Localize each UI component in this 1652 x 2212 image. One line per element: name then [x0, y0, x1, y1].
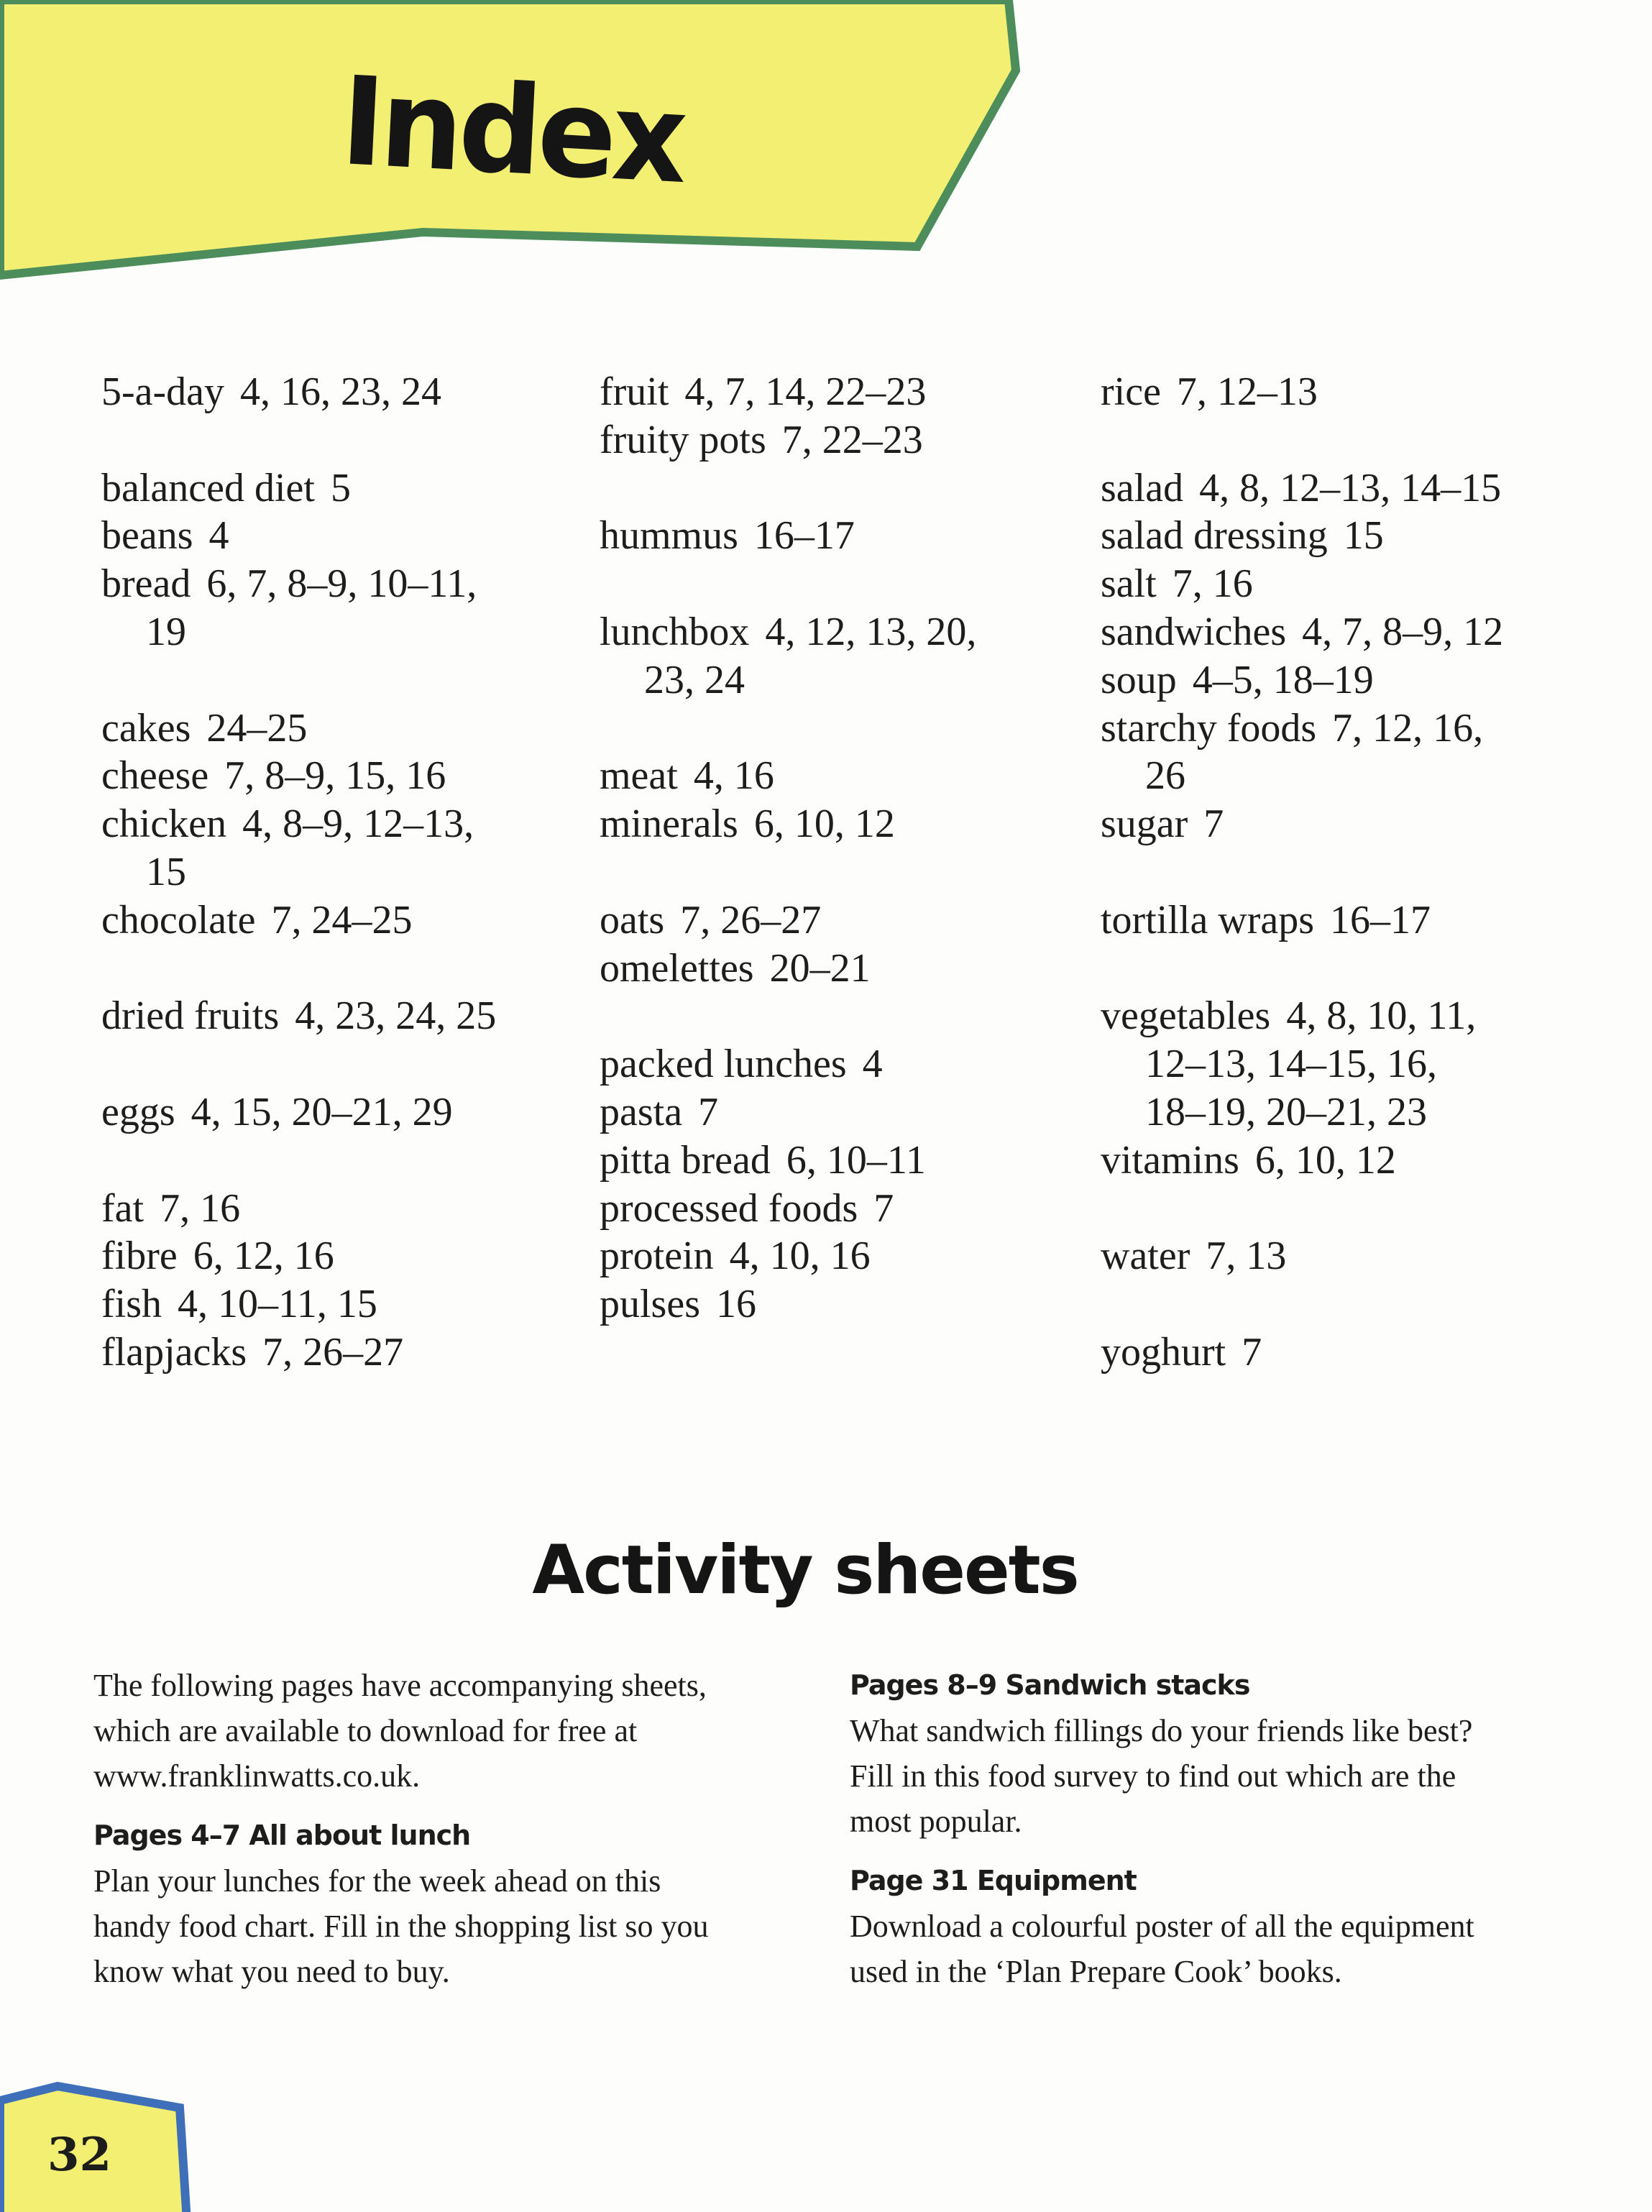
index-entry	[1101, 800, 1503, 848]
index-pages: 7, 22–23	[781, 417, 923, 462]
index-pages: 4, 10–11, 15	[178, 1282, 377, 1327]
index-entry	[1101, 656, 1503, 705]
index-entry	[1101, 992, 1503, 1040]
activity-right-column	[850, 1663, 1612, 1994]
index-entry	[1101, 705, 1503, 753]
index-pages: 7, 13	[1206, 1234, 1287, 1279]
index-term: protein	[600, 1234, 714, 1279]
index-term: bread	[101, 561, 191, 607]
index-entry	[101, 1088, 496, 1137]
index-term: water	[1101, 1234, 1190, 1279]
index-term: hummus	[600, 513, 738, 559]
index-term: tortilla wraps	[1101, 897, 1315, 942]
index-pages: 24–25	[206, 705, 308, 751]
activity-text-line: www.franklinwatts.co.uk.	[93, 1758, 421, 1794]
activity-sheet-heading: Page 31 Equipment	[850, 1865, 1137, 1896]
index-pages: 7	[873, 1185, 894, 1231]
index-pages-continued: 12–13, 14–15, 16,	[1145, 1042, 1437, 1087]
index-term: salad	[1101, 465, 1184, 510]
index-group	[1101, 1232, 1503, 1280]
index-pages-continued: 18–19, 20–21, 23	[1145, 1089, 1427, 1134]
index-entry	[101, 512, 496, 560]
index-entry	[1101, 608, 1503, 656]
index-entry	[600, 896, 976, 945]
index-group	[600, 368, 976, 464]
index-entry	[600, 608, 976, 656]
index-pages: 4–5, 18–19	[1192, 657, 1374, 702]
index-term: eggs	[101, 1089, 175, 1134]
index-pages: 7	[698, 1089, 719, 1134]
index-pages: 16	[716, 1282, 756, 1327]
index-entry	[600, 368, 976, 416]
activity-text-line: which are available to download for free at	[93, 1713, 638, 1748]
activity-left-column	[93, 1663, 855, 1994]
index-pages: 7, 8–9, 15, 16	[224, 753, 446, 799]
index-group	[1101, 896, 1503, 945]
index-pages: 6, 12, 16	[193, 1234, 334, 1279]
index-entry	[1101, 368, 1503, 416]
index-entry	[600, 512, 976, 560]
activity-sheet-heading: Pages 4–7 All about lunch	[93, 1819, 471, 1851]
index-entry	[600, 1280, 976, 1328]
index-pages: 4, 7, 14, 22–23	[684, 370, 927, 414]
index-term: pitta bread	[600, 1137, 771, 1183]
index-term: meat	[600, 753, 678, 799]
index-term: dried fruits	[101, 993, 280, 1039]
index-pages-continued: 23, 24	[644, 657, 745, 702]
index-term: salad dressing	[1101, 513, 1328, 559]
index-term: balanced diet	[101, 465, 315, 510]
index-pages: 6, 10, 12	[753, 802, 895, 847]
activity-text-line: handy food chart. Fill in the shopping list so you	[93, 1909, 709, 1944]
index-entry	[600, 1040, 976, 1088]
index-term: fruit	[600, 370, 669, 414]
index-column-2	[600, 368, 976, 1377]
index-pages: 7	[1242, 1329, 1262, 1375]
index-entry	[101, 896, 496, 945]
index-term: beans	[101, 513, 193, 559]
index-column-1	[101, 368, 496, 1425]
index-term: fruity pots	[600, 417, 766, 462]
index-group	[101, 992, 496, 1040]
index-entry	[1101, 1232, 1503, 1280]
index-term: minerals	[600, 802, 738, 847]
index-term: processed foods	[600, 1185, 858, 1231]
index-entry	[600, 416, 976, 464]
index-entry	[1101, 512, 1503, 560]
index-pages: 4, 8, 10, 11,	[1286, 993, 1477, 1039]
index-entry	[600, 1185, 976, 1233]
index-entry	[101, 1328, 496, 1377]
index-entry	[600, 800, 976, 848]
index-pages: 4, 12, 13, 20,	[765, 609, 977, 654]
index-term: starchy foods	[1101, 705, 1317, 751]
index-pages: 16–17	[1330, 897, 1431, 942]
index-pages: 7	[1203, 802, 1224, 847]
index-group	[101, 705, 496, 945]
index-pages: 7, 16	[1172, 561, 1253, 607]
activity-sheets-heading: Activity sheets	[532, 1531, 1078, 1610]
index-entry	[1101, 1328, 1503, 1377]
index-entry	[101, 752, 496, 800]
index-term: cakes	[101, 705, 191, 751]
index-term: chicken	[101, 802, 227, 847]
index-entry	[101, 1280, 496, 1328]
index-group	[600, 752, 976, 848]
index-term: packed lunches	[600, 1042, 847, 1087]
index-group	[101, 464, 496, 656]
index-pages: 4, 7, 8–9, 12	[1302, 609, 1504, 654]
index-group	[600, 1040, 976, 1328]
index-pages: 4	[208, 513, 229, 559]
index-pages: 4, 8–9, 12–13,	[242, 802, 474, 847]
index-term: salt	[1101, 561, 1157, 607]
index-group	[600, 608, 976, 705]
index-term: pulses	[600, 1282, 700, 1327]
page-number: 32	[47, 2128, 112, 2182]
index-entry	[600, 945, 976, 993]
index-pages: 5	[330, 465, 351, 510]
index-pages: 7, 26–27	[262, 1329, 404, 1375]
index-pages: 4, 16	[693, 753, 774, 799]
activity-text-line: The following pages have accompanying sheets,	[93, 1668, 707, 1703]
index-term: vitamins	[1101, 1137, 1239, 1183]
index-pages: 20–21	[769, 945, 871, 991]
index-pages: 16–17	[753, 513, 855, 559]
index-term: vegetables	[1101, 993, 1271, 1039]
index-entry	[101, 560, 496, 608]
page-title: Index	[338, 50, 687, 211]
index-group	[600, 512, 976, 560]
index-term: sandwiches	[1101, 609, 1287, 654]
index-entry	[101, 1185, 496, 1233]
index-entry	[1101, 560, 1503, 608]
activity-text-line: know what you need to buy.	[93, 1954, 450, 1989]
index-group	[101, 1185, 496, 1377]
index-term: oats	[600, 897, 665, 942]
index-entry	[600, 752, 976, 800]
activity-text-line: Fill in this food survey to find out which are the	[850, 1758, 1456, 1794]
index-term: fish	[101, 1282, 162, 1327]
index-pages: 6, 10, 12	[1254, 1137, 1396, 1183]
index-group	[101, 1088, 496, 1137]
index-group	[1101, 1328, 1503, 1377]
index-term: rice	[1101, 370, 1161, 414]
index-pages: 7, 26–27	[680, 897, 822, 942]
index-term: 5-a-day	[101, 370, 225, 414]
index-term: fibre	[101, 1234, 178, 1279]
index-group	[1101, 368, 1503, 416]
index-pages: 4, 23, 24, 25	[295, 993, 497, 1039]
index-entry	[600, 1232, 976, 1280]
spacer	[93, 1799, 855, 1813]
index-pages: 7, 24–25	[271, 897, 413, 942]
index-group	[101, 368, 496, 416]
index-term: yoghurt	[1101, 1329, 1226, 1375]
index-pages-continued: 19	[146, 609, 186, 654]
index-entry	[101, 705, 496, 753]
index-entry	[101, 800, 496, 848]
index-term: chocolate	[101, 897, 256, 942]
index-entry	[1101, 1137, 1503, 1185]
index-pages-continued: 26	[1145, 753, 1185, 799]
index-pages: 4, 16, 23, 24	[240, 370, 442, 414]
index-group	[1101, 992, 1503, 1184]
index-entry	[101, 368, 496, 416]
index-pages: 4, 8, 12–13, 14–15	[1199, 465, 1502, 510]
index-term: cheese	[101, 753, 209, 799]
index-pages: 7, 16	[160, 1185, 241, 1231]
index-column-3	[1101, 368, 1503, 1425]
activity-sheet-heading: Pages 8–9 Sandwich stacks	[850, 1669, 1250, 1701]
index-entry	[1101, 464, 1503, 513]
index-pages: 4, 10, 16	[729, 1234, 871, 1279]
index-pages: 6, 7, 8–9, 10–11,	[206, 561, 477, 607]
index-pages: 4, 15, 20–21, 29	[191, 1089, 453, 1134]
index-entry	[600, 1137, 976, 1185]
index-term: fat	[101, 1185, 144, 1231]
activity-text-line: most popular.	[850, 1804, 1022, 1839]
index-term: sugar	[1101, 802, 1188, 847]
index-pages: 15	[1343, 513, 1384, 559]
activity-text-line: used in the ‘Plan Prepare Cook’ books.	[850, 1954, 1342, 1989]
index-pages: 7, 12–13	[1176, 370, 1318, 414]
index-term: flapjacks	[101, 1329, 247, 1375]
index-pages: 6, 10–11	[786, 1137, 926, 1183]
index-entry	[101, 1232, 496, 1280]
index-entry	[1101, 896, 1503, 945]
index-entry	[101, 464, 496, 513]
spacer	[850, 1844, 1612, 1858]
index-entry	[600, 1088, 976, 1137]
index-term: lunchbox	[600, 609, 750, 654]
index-pages: 7, 12, 16,	[1332, 705, 1484, 751]
activity-text-line: What sandwich fillings do your friends like best?	[850, 1713, 1473, 1748]
index-pages: 4	[862, 1042, 883, 1087]
index-pages-continued: 15	[146, 849, 186, 894]
index-group	[1101, 464, 1503, 848]
index-term: omelettes	[600, 945, 754, 991]
activity-text-line: Plan your lunches for the week ahead on this	[93, 1863, 661, 1899]
index-term: soup	[1101, 657, 1177, 702]
index-group	[600, 896, 976, 993]
activity-text-line: Download a colourful poster of all the equipment	[850, 1909, 1474, 1944]
index-entry	[101, 992, 496, 1040]
index-term: pasta	[600, 1089, 683, 1134]
